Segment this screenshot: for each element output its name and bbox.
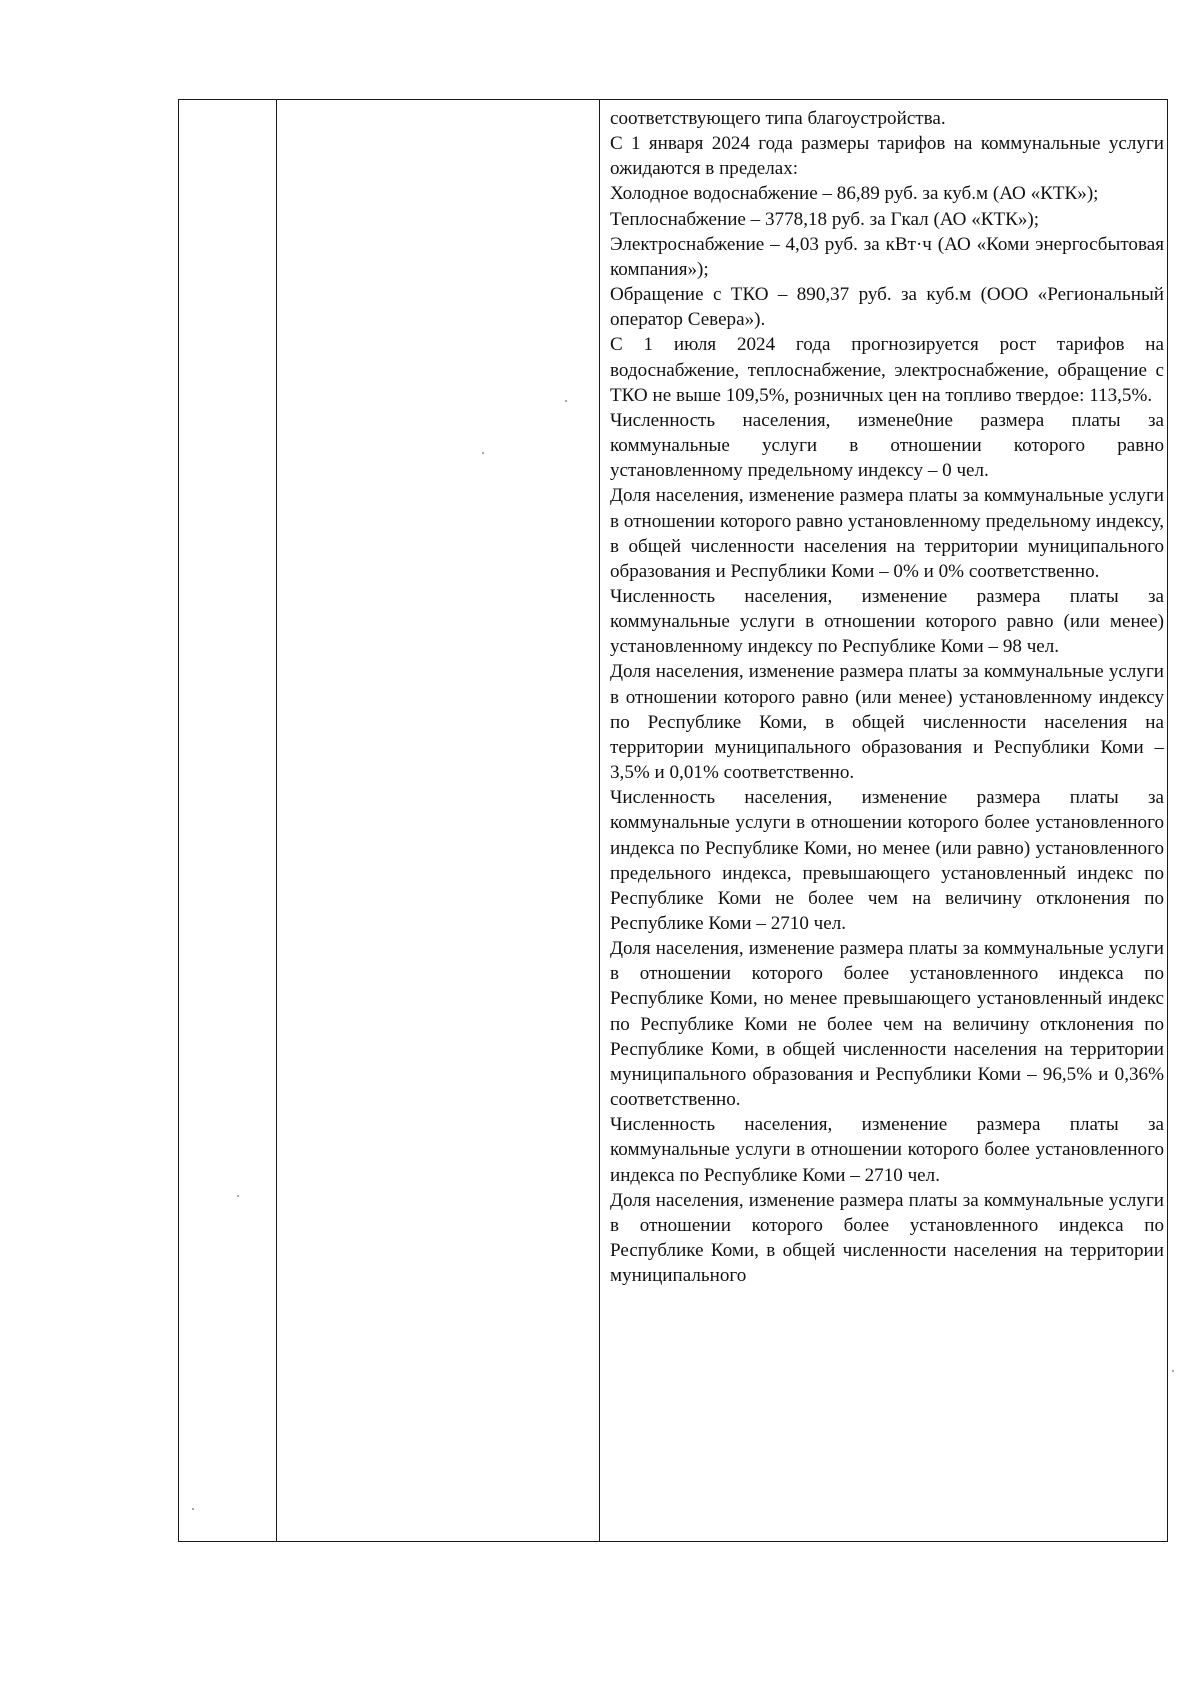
paragraph-population-above-index: Численность населения, изменение размера платы за коммунальные услуги в отношении которого более установленного индекса по Республике Коми – 2710 чел. (610, 1114, 1164, 1186)
scan-speck (565, 400, 567, 402)
paragraph-electricity: Электроснабжение – 4,03 руб. за кВт·ч (АО «Коми энергосбытовая компания»); (610, 233, 1164, 280)
paragraph-heat-supply: Теплоснабжение – 3778,18 руб. за Гкал (АО «КТК»); (610, 208, 1040, 230)
paragraph-share-regional-index: Доля населения, изменение размера платы за коммунальные услуги в отношении которого равно (или менее) установленному индексу по Республике Коми, в общей численности населения на территории муниципального образования и Республики Коми – 3,5% и 0,01% соответственно. (610, 661, 1164, 784)
scan-speck (1172, 1370, 1174, 1372)
scan-speck (237, 1195, 239, 1197)
paragraph-population-limit-index: Численность населения, измене0ние размера платы за коммунальные услуги в отношении которого равно установленному предельному индексу – 0 чел. (610, 409, 1164, 482)
paragraph-cold-water: Холодное водоснабжение – 86,89 руб. за куб.м (АО «КТК»); (610, 183, 1099, 205)
paragraph-share-within-deviation: Доля населения, изменение размера платы за коммунальные услуги в отношении которого более установленного индекса по Республике Коми, но менее превышающего установленный индекс по Республике Коми не более чем на величину отклонения по Республике Коми, в общей численности населения на территории муниципального образования и Республики Коми – 96,5% и 0,36% соответственно. (610, 938, 1164, 1111)
paragraph-amenity-type: соответствующего типа благоустройства. (610, 108, 946, 129)
paragraph-tariffs-january: С 1 января 2024 года размеры тарифов на коммунальные услуги ожидаются в пределах: (610, 133, 1164, 180)
table-column-content (600, 100, 1167, 1541)
paragraph-tariffs-july: С 1 июля 2024 года прогнозируется рост тарифов на водоснабжение, теплоснабжение, электроснабжение, обращение с ТКО не выше 109,5%, розничных цен на топливо твердое: 113,5%. (610, 334, 1164, 406)
scan-speck (192, 1508, 194, 1510)
scan-speck (482, 452, 484, 454)
document-table (178, 99, 1168, 1542)
table-column-number (179, 100, 277, 1541)
paragraph-population-regional-index: Численность населения, изменение размера платы за коммунальные услуги в отношении которого равно (или менее) установленному индексу по Республике Коми – 98 чел. (610, 585, 1164, 658)
paragraph-solid-waste: Обращение с ТКО – 890,37 руб. за куб.м (ООО «Региональный оператор Севера»). (610, 284, 1164, 331)
paragraph-population-within-deviation: Численность населения, изменение размера платы за коммунальные услуги в отношении которого более установленного индекса по Республике Коми, но менее (или равно) установленного предельного индекса, превышающего установленный индекс по Республике Коми не более чем на величину отклонения по Республике Коми – 2710 чел. (610, 787, 1164, 934)
table-column-name (277, 100, 600, 1541)
paragraph-share-above-index: Доля населения, изменение размера платы за коммунальные услуги в отношении которого более установленного индекса по Республике Коми, в общей численности населения на территории муниципального (610, 1189, 1164, 1287)
paragraph-share-limit-index: Доля населения, изменение размера платы за коммунальные услуги в отношении которого равно установленному предельному индексу, в общей численности населения на территории муниципального образования и Республики Коми – 0% и 0% соответственно. (610, 485, 1164, 582)
